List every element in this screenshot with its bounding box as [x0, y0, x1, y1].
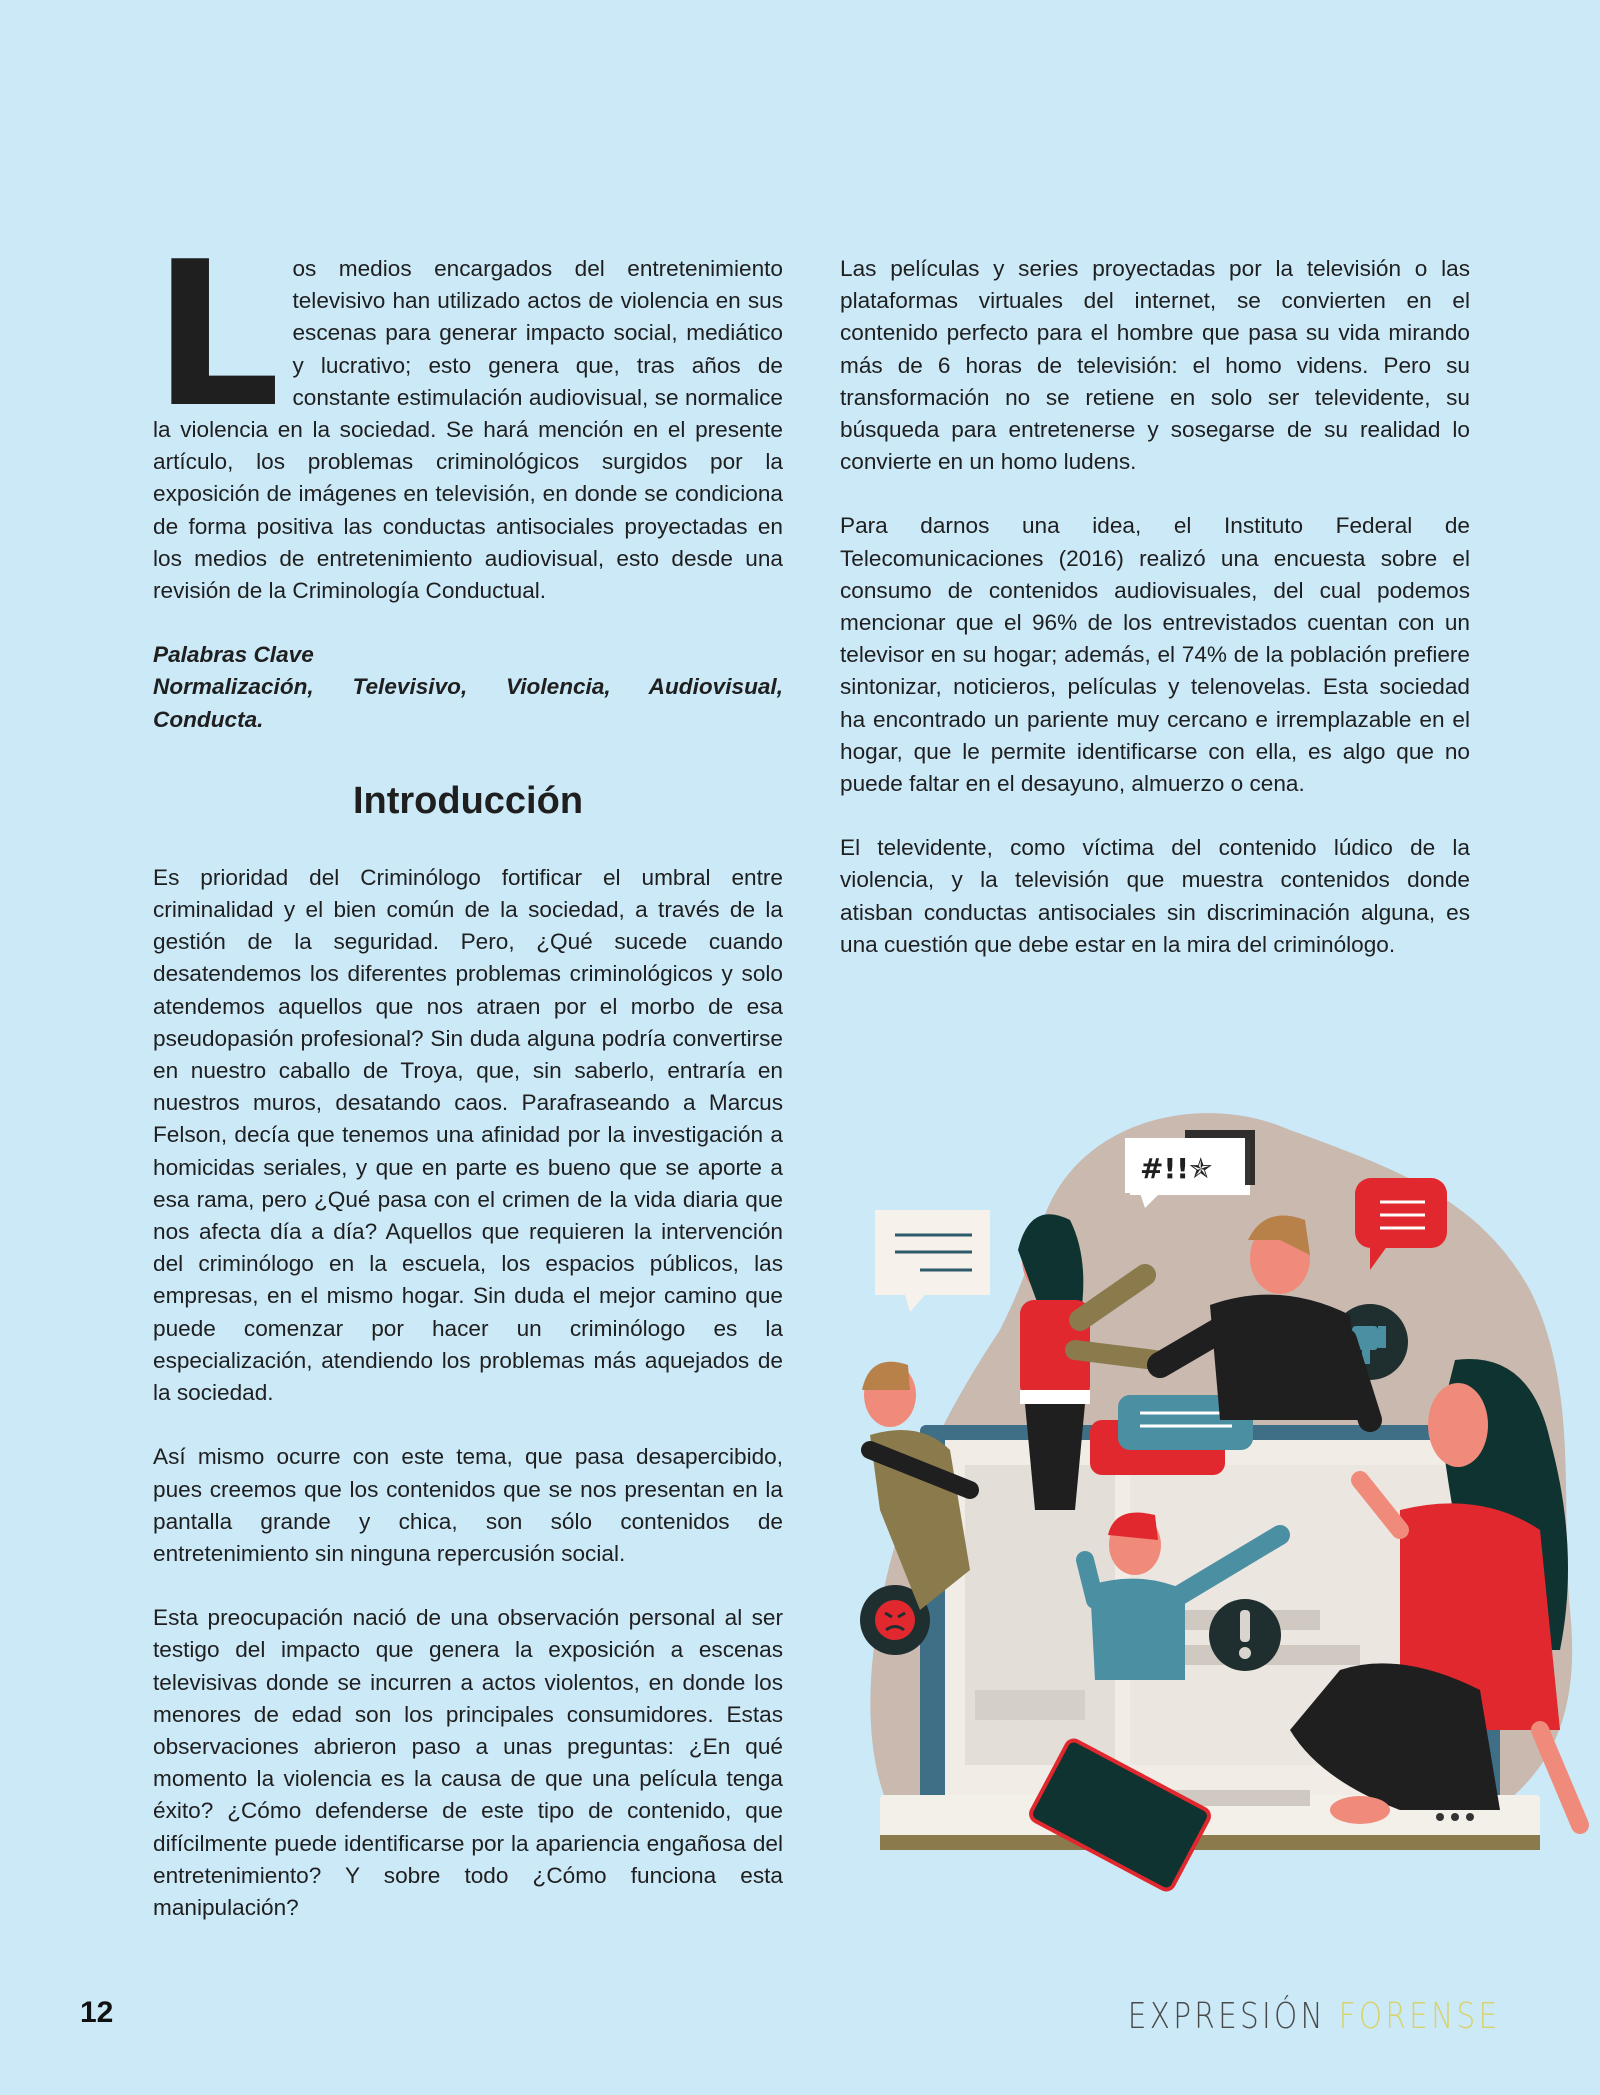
- right-paragraph-2: Para darnos una idea, el Instituto Federal de Telecomunicaciones (2016) realizó una encuesta sobre el consumo de contenidos audiovisuales, del cual podemos mencionar que el 96% de los entrevistados cuentan con un televisor en su hogar; además, el 74% de la población prefiere sintonizar, noticieros, películas y telenovelas. Esta sociedad ha encontrado un pariente muy cercano e irremplazable en el hogar, que le permite identificarse con ella, es algo que no puede faltar en el desayuno, almuerzo o cena.: [840, 513, 1470, 797]
- brand-part-2: FORENSE: [1338, 1996, 1500, 2037]
- brand-part-1: EXPRESIÓN: [1127, 1996, 1326, 2037]
- woman-olive-dress: [862, 1362, 970, 1610]
- keywords-list: Normalización, Televisivo, Violencia, Audiovisual, Conducta.: [153, 674, 783, 732]
- abstract-text: os medios encargados del entretenimiento televisivo han utilizado actos de violencia en sus escenas para generar impacto social, mediático y lucrativo; esto genera que, tras años de constante estimulación audiovisual, se normalice la violencia en la sociedad. Se hará mención en el presente artículo, los problemas criminológicos surgidos por la exposición de imágenes en televisión, en donde se condiciona de forma positiva las conductas antisociales proyectadas en los medios de entretenimiento audiovisual, esto desde una revisión de la Criminología Conductual.: [153, 256, 783, 604]
- keywords-title: Palabras Clave: [153, 642, 314, 668]
- left-column: [153, 219, 783, 1924]
- exclamation-icon: [1209, 1599, 1281, 1671]
- left-paragraph-3: Esta preocupación nació de una observación personal al ser testigo del impacto que genera la exposición a escenas televisivas donde se incurren a actos violentos, en donde los menores de edad son los principales consumidores. Estas observaciones abrieron paso a unas preguntas: ¿En qué momento la violencia es la causa de que una película tenga éxito? ¿Cómo defenderse de este tipo de contenido, que difícilmente puede identificarse por la apariencia engañosa del entretenimiento? Y sobre todo ¿Cómo funciona esta manipulación?: [153, 1605, 783, 1920]
- illustration: [840, 1090, 1600, 1910]
- section-title: Introducción: [352, 779, 584, 822]
- left-paragraph-2: Así mismo ocurre con este tema, que pasa desapercibido, pues creemos que los contenidos que se nos presentan en la pantalla grande y chica, son sólo contenidos de entretenimiento sin ninguna repercusión social.: [153, 1444, 783, 1566]
- magazine-brand: [1127, 1996, 1500, 2037]
- speech-symbols-text: #!!✯: [1140, 1152, 1213, 1185]
- page-number: 12: [80, 1996, 114, 2029]
- right-paragraph-3: El televidente, como víctima del contenido lúdico de la violencia, y la televisión que muestra contenidos donde atisban conductas antisociales sin discriminación alguna, es una cuestión que debe estar en la mira del criminólogo.: [840, 835, 1470, 957]
- drop-cap: L: [153, 219, 281, 452]
- left-paragraph-1: Es prioridad del Criminólogo fortificar el umbral entre criminalidad y el bien común de la sociedad, a través de la gestión de la seguridad. Pero, ¿Qué sucede cuando desatendemos los diferentes problemas criminológicos y solo atendemos aquellos que nos atraen por el morbo de esa pseudopasión profesional? Sin duda alguna podría convertirse en nuestro caballo de Troya, que, sin saberlo, entraría en nuestros muros, desatando caos. Parafraseando a Marcus Felson, decía que tenemos una afinidad por la investigación a homicidas seriales, y que en parte es bueno que se aporte a esa rama, pero ¿Qué pasa con el crimen de la vida diaria que nos afecta día a día? Aquellos que requieren la intervención del criminólogo en la escuela, los espacios públicos, las empresas, en el mismo hogar. Sin duda el mejor camino que puede comenzar por hacer un criminólogo es la especialización, atendiendo los problemas más aquejados de la sociedad.: [153, 864, 783, 1406]
- right-paragraph-1: Las películas y series proyectadas por la televisión o las plataformas virtuales del internet, se convierten en el contenido perfecto para el hombre que pasa su vida mirando más de 6 horas de televisión: el homo videns. Pero su transformación no se retiene en solo ser televidente, su búsqueda para entretenerse y sosegarse de su realidad lo convierte en un homo ludens.: [840, 256, 1470, 475]
- abstract: [153, 219, 783, 607]
- right-column: [840, 253, 1470, 961]
- note-bubble: [875, 1210, 990, 1312]
